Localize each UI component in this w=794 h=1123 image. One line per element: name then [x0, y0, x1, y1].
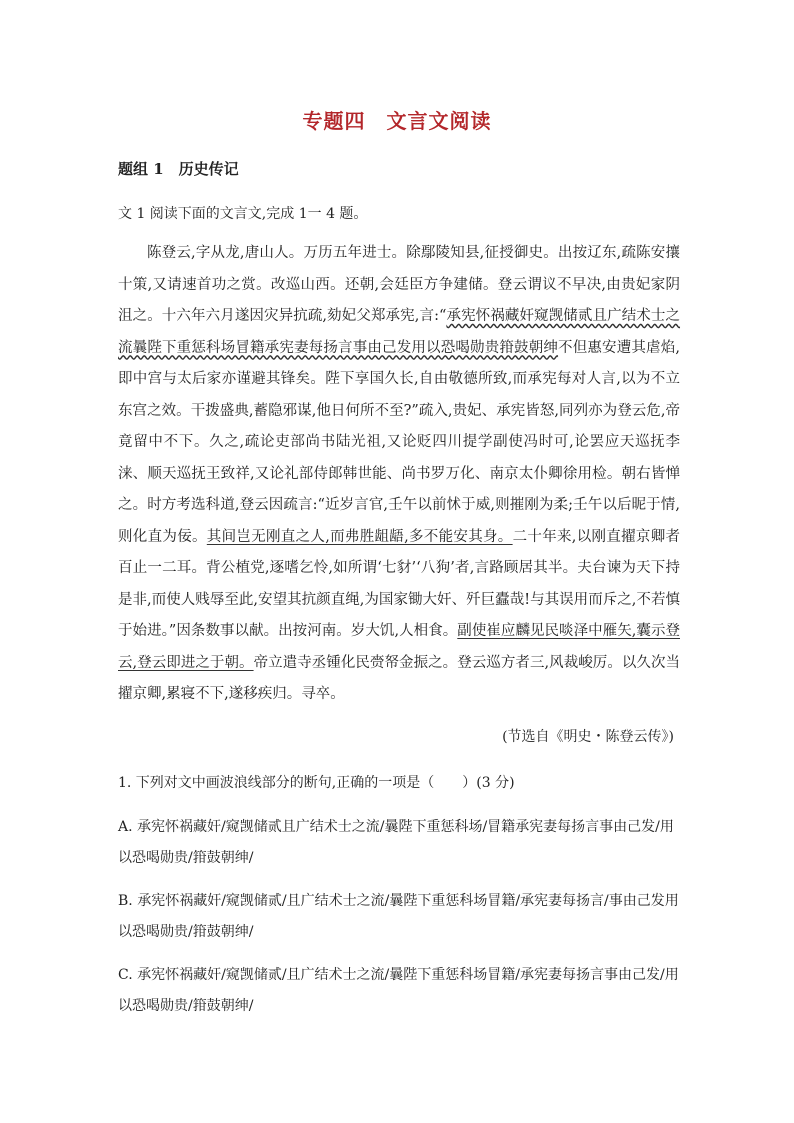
source-citation: (节选自《明史・陈登云传》) — [502, 729, 674, 745]
passage-text: 二十年来,以刚直擢京卿者百止一二耳。背公植党,逐嗜乞怜,如所谓‘七豺’‘八狗’者,言路顾居其半。夫台谏为天下持是非,而使人贱辱至此,安望其抗颜直绳,为国家锄大奸、歼巨蠹哉!与其误用而斥之,不若慎于始进。”因条数事以献。出按河南。岁大饥,人相食。 — [118, 528, 681, 639]
passage-paragraph — [118, 238, 680, 711]
question-1: 1. 下列对文中画波浪线部分的断句,正确的一项是（ ）(3 分) — [118, 775, 515, 791]
page-title: 专题四 文言文阅读 — [302, 109, 492, 133]
option-b: B. 承宪怀祸藏奸/窥觊储贰/且广结术士之流/曩陛下重惩科场冒籍/承宪妻每扬言/事由己发用以恐喝勋贵/箝鼓朝绅/ — [118, 893, 679, 940]
passage-text: 帝立遣寺丞锺化民赍帑金振之。登云巡方者三,风裁峻厉。以久次当擢京卿,累寝不下,遂移疾归。寻卒。 — [118, 654, 681, 702]
instruction-text: 文 1 阅读下面的文言文,完成 1一 4 题。 — [118, 206, 368, 222]
classical-passage — [118, 238, 680, 711]
wavy-underlined-text: 承宪怀祸藏奸窥觊储贰且广结术士之流曩陛下重惩科场冒籍承宪妻每扬言事由己发用以恐喝勋贵箝鼓朝绅 — [118, 308, 681, 356]
passage-text: 不但惠安遭其虐焰,即中宫与太后家亦谨避其锋矣。陛下享国久长,自由敬德所致,而承宪每对人言,以为不立东宫之效。干拨盛典,蓄隐邪谋,他日何所不至?”疏入,贵妃、承宪皆怒,同列亦为登云危,帝竟留中不下。久之,疏论吏部尚书陆光祖,又论贬四川提学副使冯时可,论罢应天巡抚李涞、顺天巡抚王致祥,又论礼部侍郎韩世能、尚书罗万化、南京太仆卿徐用检。朝右皆惮之。时方考选科道,登云因疏言:“近岁言官,壬午以前怵于威,则摧刚为柔;壬午以后昵于情,则化直为佞。 — [118, 339, 681, 545]
section-heading: 题组 1 历史传记 — [118, 160, 239, 178]
option-a: A. 承宪怀祸藏奸/窥觊储贰且广结术士之流/曩陛下重惩科场/冒籍承宪妻每扬言事由己发/用以恐喝勋贵/箝鼓朝绅/ — [118, 819, 674, 866]
passage-text: 陈登云,字从龙,唐山人。万历五年进士。除鄢陵知县,征授御史。出按辽东,疏陈安攘十策,又请速首功之赏。改巡山西。还朝,会廷臣方争建储。登云谓议不早决,由贵妃家阴沮之。十六年六月遂因灾异抗疏,劾妃父郑承宪,言:“ — [118, 245, 680, 324]
underlined-sentence: 副使崔应麟见民啖泽中雁矢,囊示登云,登云即进之于朝。 — [118, 623, 680, 671]
underlined-sentence: 其间岂无刚直之人,而弗胜龃龉,多不能安其身。 — [206, 528, 513, 545]
option-c: C. 承宪怀祸藏奸/窥觊储贰/且广结术士之流/曩陛下重惩科场冒籍/承宪妻每扬言事由己发/用以恐喝勋贵/箝鼓朝绅/ — [118, 967, 679, 1014]
